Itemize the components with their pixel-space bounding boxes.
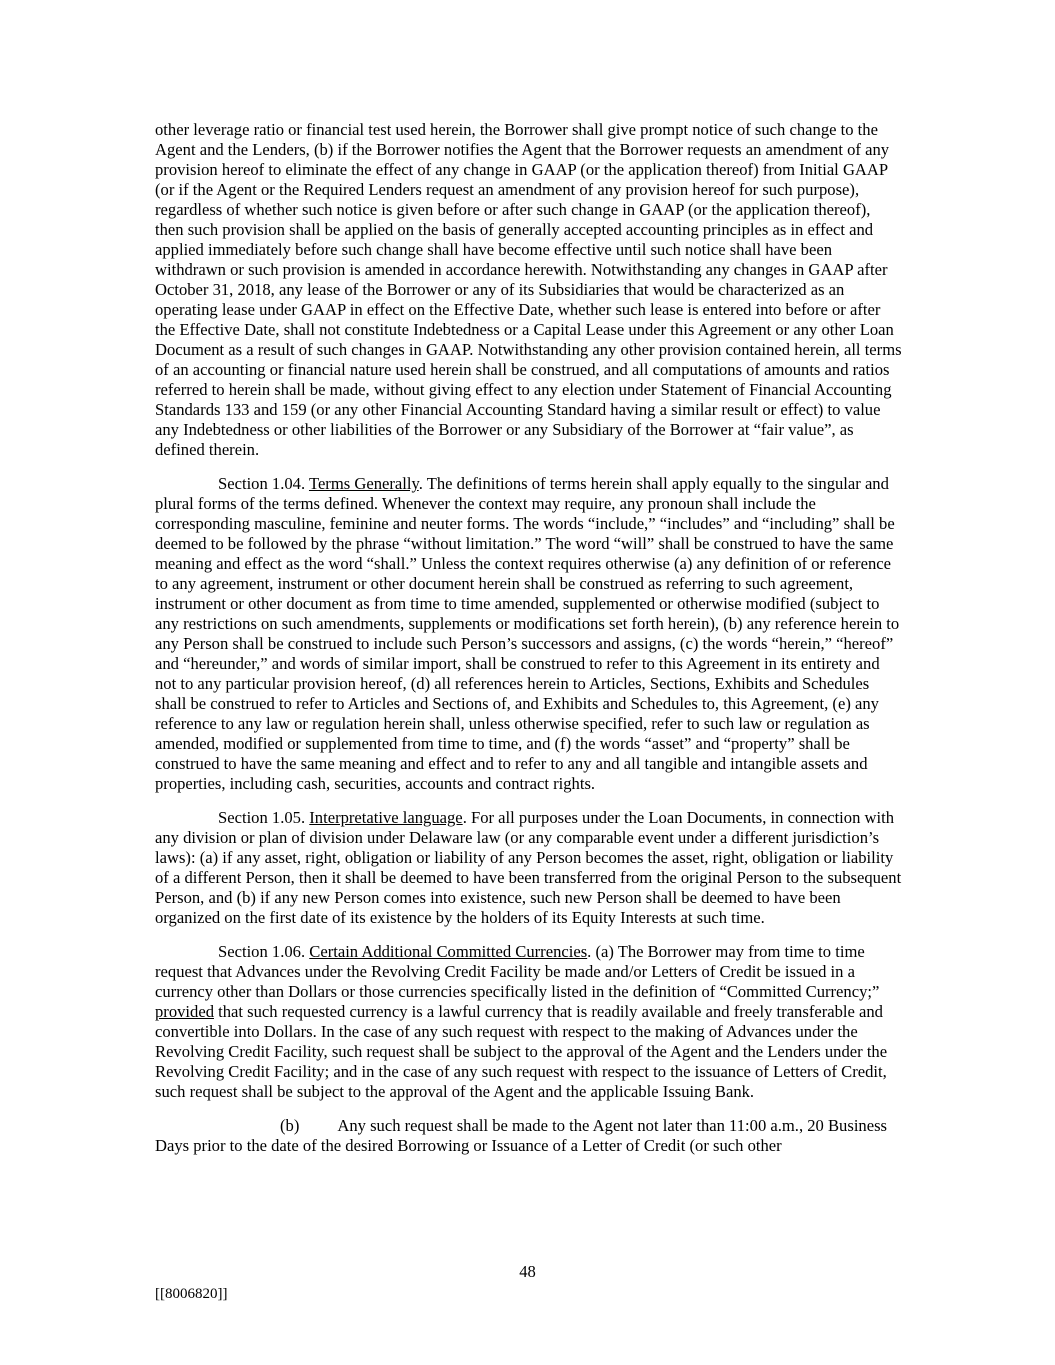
- underlined-text: Terms Generally: [308, 474, 419, 493]
- text-run: (b): [280, 1116, 300, 1135]
- underlined-text: Interpretative language: [309, 808, 463, 827]
- text-run: . For all purposes under the Loan Documents, in connection with any division or plan of division under Delaware law (or any comparable event under a different jurisdiction’s laws): (a) if any asset, right, obligation or liability of any Person becomes the asset, right, obligation or liability of a different Person, then it shall be deemed to have been transferred from the original Person to the subsequent Person, and (b) if any new Person comes into existence, such new Person shall be deemed to have been organized on the first date of its existence by the holders of its Equity Interests at such time.: [155, 808, 902, 927]
- document-body: [155, 120, 903, 1170]
- text-run: Any such request shall be made to the Agent not later than 11:00 a.m., 20 Business Days prior to the date of the desired Borrowing or Issuance of a Letter of Credit (or such other: [155, 1116, 888, 1155]
- page-number: 48: [519, 1262, 536, 1281]
- underlined-text: Certain Additional Committed Currencies: [309, 942, 588, 961]
- paragraph: [155, 942, 903, 1102]
- paragraph: [155, 808, 903, 928]
- text-run: that such requested currency is a lawful currency that is readily available and freely transferable and convertible into Dollars. In the case of any such request with respect to the making of Advances under the Revolving Credit Facility, such request shall be subject to the approval of the Agent and the Lenders under the Revolving Credit Facility; and in the case of any such request with respect to the issuance of Letters of Credit, such request shall be subject to the approval of the Agent and the applicable Issuing Bank.: [155, 1002, 888, 1101]
- underlined-text: provided: [155, 1002, 214, 1021]
- paragraph: [155, 1116, 903, 1156]
- text-run: Section 1.04.: [218, 474, 309, 493]
- text-run: . (a) The Borrower may from time to time request that Advances under the Revolving Credit Facility be made and/or Letters of Credit be issued in a currency other than Dollars or those currencies specifically listed in the definition of “Committed Currency;”: [155, 942, 880, 1001]
- text-run: Section 1.05.: [218, 808, 310, 827]
- paragraph: [155, 120, 903, 460]
- text-run: Section 1.06.: [218, 942, 310, 961]
- text-run: . The definitions of terms herein shall apply equally to the singular and plural forms of the terms defined. Whenever the context may require, any pronoun shall include the corresponding masculine, feminine and neuter forms. The words “include,” “includes” and “including” shall be deemed to be followed by the phrase “without limitation.” The word “will” shall be construed to have the same meaning and effect as the word “shall.” Unless the context requires otherwise (a) any definition of or reference to any agreement, instrument or other document herein shall be construed as referring to such agreement, instrument or other document as from time to time amended, supplemented or otherwise modified (subject to any restrictions on such amendments, supplements or modifications set forth herein), (b) any reference herein to any Person shall be construed to include such Person’s successors and assigns, (c) the words “herein,” “hereof” and “hereunder,” and words of similar import, shall be construed to refer to this Agreement in its entirety and not to any particular provision hereof, (d) all references herein to Articles, Sections, Exhibits and Schedules shall be construed to refer to Articles and Sections of, and Exhibits and Schedules to, this Agreement, (e) any reference to any law or regulation herein shall, unless otherwise specified, refer to such law or regulation as amended, modified or supplemented from time to time, and (f) the words “asset” and “property” shall be construed to have the same meaning and effect and to refer to any and all tangible and intangible assets and properties, including cash, securities, accounts and contract rights.: [155, 474, 900, 793]
- document-id-footer: [[8006820]]: [155, 1286, 228, 1302]
- text-run: other leverage ratio or financial test used herein, the Borrower shall give prompt notice of such change to the Agent and the Lenders, (b) if the Borrower notifies the Agent that the Borrower requests an amendment of any provision hereof to eliminate the effect of any change in GAAP (or the application thereof) from Initial GAAP (or if the Agent or the Required Lenders request an amendment of any provision hereof for such purpose), regardless of whether such notice is given before or after such change in GAAP (or the application thereof), then such provision shall be applied on the basis of generally accepted accounting principles as in effect and applied immediately before such change shall have become effective until such notice shall have been withdrawn or such provision is amended in accordance herewith. Notwithstanding any changes in GAAP after October 31, 2018, any lease of the Borrower or any of its Subsidiaries that would be characterized as an operating lease under GAAP in effect on the Effective Date, whether such lease is entered into before or after the Effective Date, shall not constitute Indebtedness or a Capital Lease under this Agreement or any other Loan Document as a result of such changes in GAAP. Notwithstanding any other provision contained herein, all terms of an accounting or financial nature used herein shall be construed, and all computations of amounts and ratios referred to herein shall be made, without giving effect to any election under Statement of Financial Accounting Standards 133 and 159 (or any other Financial Accounting Standard having a similar result or effect) to value any Indebtedness or other liabilities of the Borrower or any Subsidiary of the Borrower at “fair value”, as defined therein.: [155, 120, 902, 459]
- paragraph: [155, 474, 903, 794]
- tab-space: [299, 1130, 337, 1131]
